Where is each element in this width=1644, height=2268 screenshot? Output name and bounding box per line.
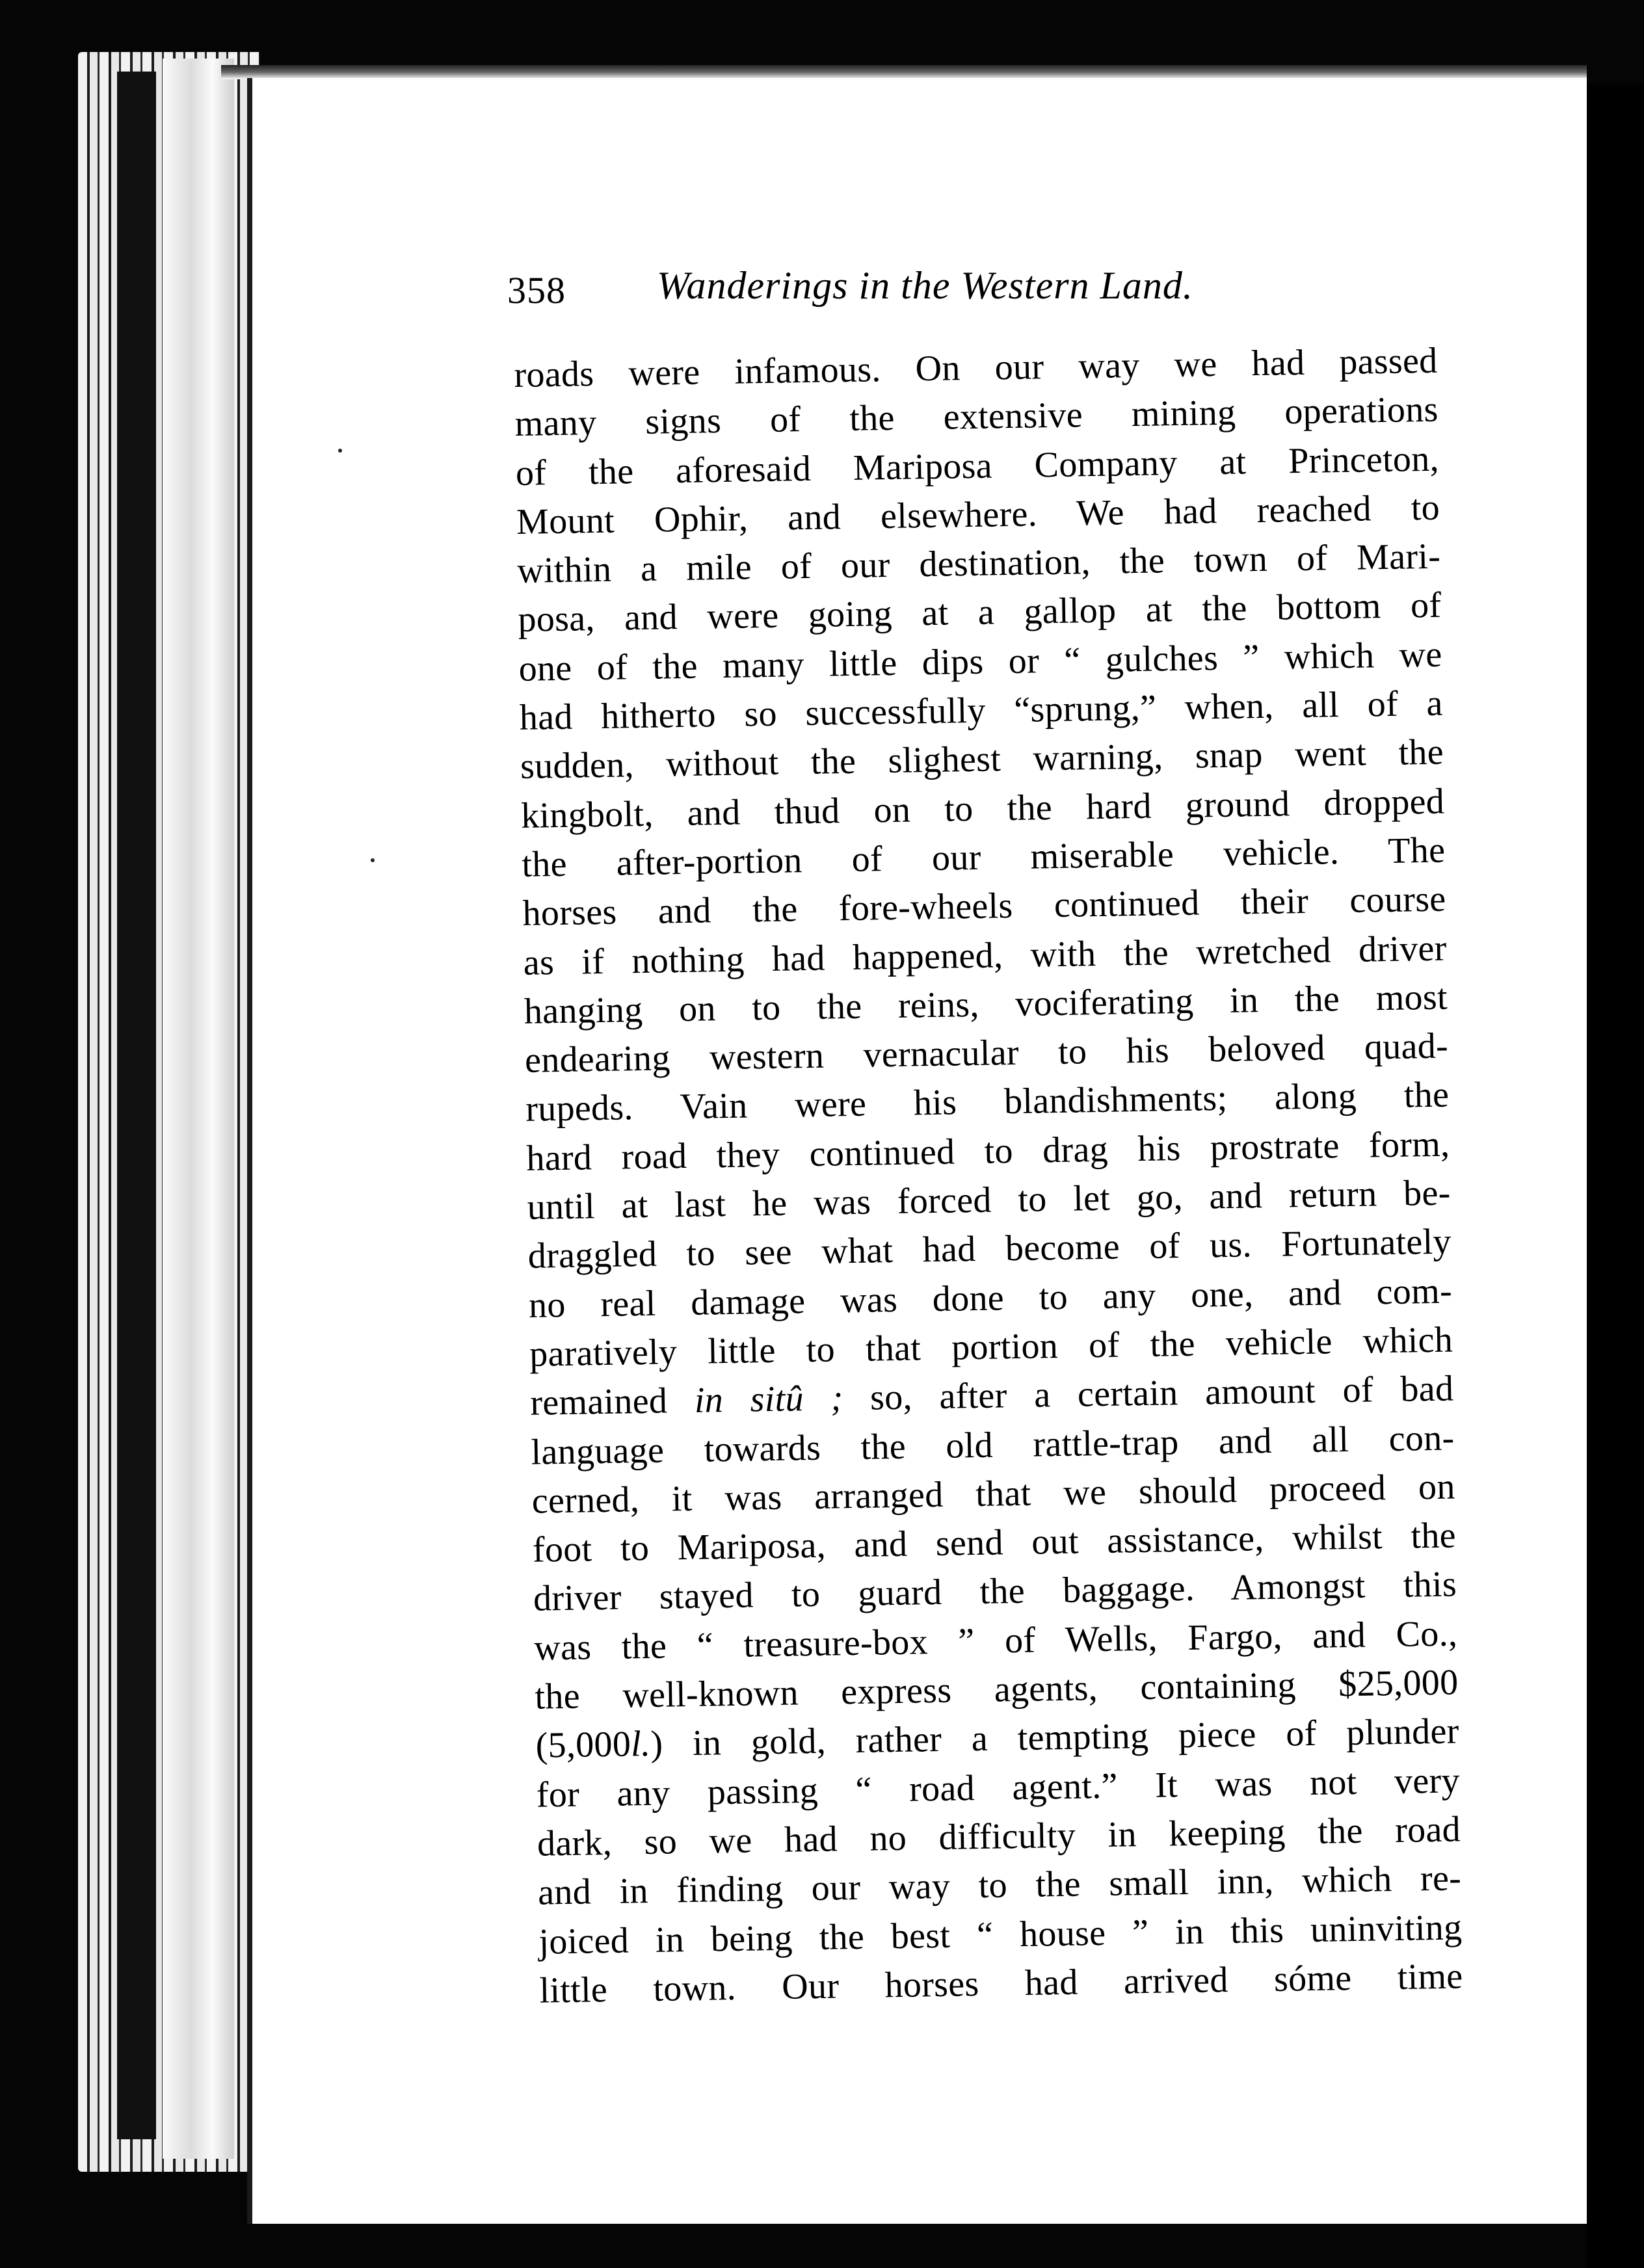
text-line-tail: so, after a certain amount of bad (842, 1368, 1454, 1419)
text-line-content: and in finding our way to the small inn, which re- (537, 1858, 1462, 1913)
book-page-stack (163, 59, 234, 2159)
text-line-content: until at last he was forced to let go, and return be- (527, 1172, 1451, 1228)
text-line-content: endearing western vernacular to his beloved quad- (524, 1025, 1449, 1081)
text-line-content: was the “ treasure-box ” of Wells, Fargo, and Co., (533, 1613, 1458, 1668)
text-line-content: Mount Ophir, and elsewhere. We had reached to (516, 487, 1440, 542)
body-text (514, 337, 1463, 2016)
text-line-content: of the aforesaid Mariposa Company at Princeton, (515, 438, 1440, 494)
scanner-edge (1587, 85, 1644, 2268)
text-line-content: draggled to see what had become of us. Fortunately (527, 1221, 1452, 1277)
text-line-content: horses and the fore-wheels continued their course (522, 878, 1446, 934)
text-line-content: as if nothing had happened, with the wretched driver (523, 928, 1448, 983)
text-line-content: language towards the old rattle-trap and all con- (531, 1418, 1455, 1473)
text-line-content: paratively little to that portion of the vehicle which (529, 1319, 1453, 1375)
text-line-content: dark, so we had no difficulty in keeping the road (537, 1809, 1461, 1864)
text-line-content: rupeds. Vain were his blandishments; along the (525, 1075, 1450, 1130)
page-number: 358 (507, 269, 566, 311)
text-line-content: no real damage was done to any one, and com- (528, 1271, 1453, 1326)
text-line-content: (5,000 (535, 1724, 631, 1767)
book-spine-shadow (117, 72, 156, 2139)
text-line-content: kingbolt, and thud on to the hard ground dropped (520, 781, 1445, 836)
text-line-content: driver stayed to guard the baggage. Amongst this (533, 1564, 1457, 1620)
text-line-content: within a mile of our destination, the town of Mari- (516, 536, 1441, 592)
text-line-content: sudden, without the slighest warning, snap went the (520, 732, 1444, 787)
text-line-content: cerned, it was arranged that we should proceed on (531, 1466, 1456, 1522)
running-title: Wanderings in the Western Land. (657, 264, 1193, 307)
text-line-content: the well-known express agents, containing $25,000 (535, 1662, 1459, 1717)
text-line-content: remained (529, 1380, 695, 1424)
text-line-tail: ) in gold, rather a tempting piece of plunder (650, 1711, 1460, 1765)
text-line-content: for any passing “ road agent.” It was not very (536, 1760, 1461, 1815)
text-line-content: roads were infamous. On our way we had passed (514, 340, 1438, 395)
text-line-content: the after-portion of our miserable vehicle. The (521, 830, 1446, 885)
scan-speck (338, 449, 342, 453)
running-head (507, 263, 1288, 315)
italic-text: l. (630, 1724, 651, 1765)
text-line-content: had hitherto so successfully “sprung,” when, all of a (519, 683, 1444, 739)
page-top-edge (221, 65, 1587, 79)
text-line-content: hard road they continued to drag his prostrate form, (526, 1124, 1450, 1179)
scan-speck (371, 858, 375, 862)
text-line-content: joiced in being the best “ house ” in this uninviting (538, 1906, 1463, 1962)
italic-text: in sitû ; (694, 1378, 843, 1421)
text-line-content: foot to Mariposa, and send out assistance, whilst the (532, 1515, 1457, 1570)
text-line-content: hanging on to the reins, vociferating in the most (524, 977, 1448, 1032)
text-line-content: little town. Our horses had arrived sóme time (539, 1956, 1463, 2011)
text-line-content: one of the many little dips or “ gulches ” which we (518, 634, 1442, 689)
text-line-content: many signs of the extensive mining operations (514, 389, 1439, 445)
text-line-content: posa, and were going at a gallop at the bottom of (518, 585, 1442, 640)
